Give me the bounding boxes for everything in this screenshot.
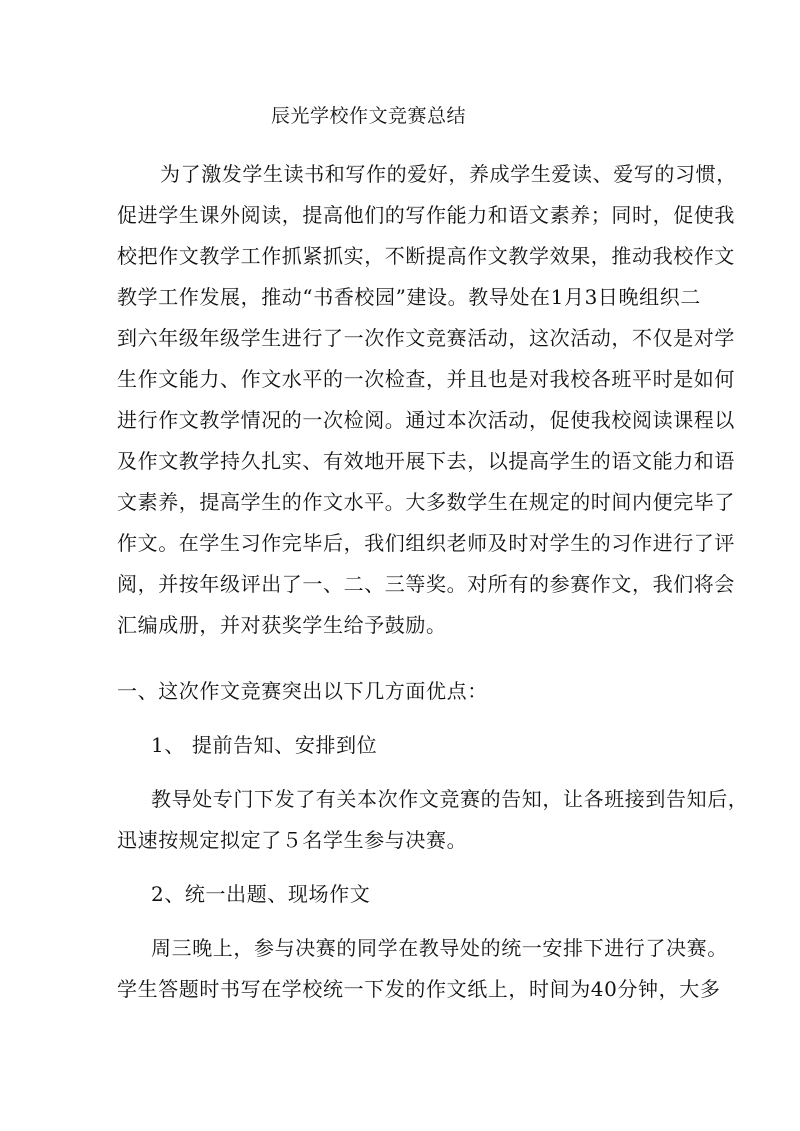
paragraph-line: 阅，并按年级评出了一、二、三等奖。对所有的参赛作文，我们将会 xyxy=(117,572,735,596)
paragraph-line: 及作文教学持久扎实、有效地开展下去，以提高学生的语文能力和语 xyxy=(117,449,735,473)
paragraph-line: 生作文能力、作文水平的一次检查，并且也是对我校各班平时是如何 xyxy=(117,367,735,391)
subsection-heading: 1、 提前告知、安排到位 xyxy=(151,733,378,757)
paragraph-line: 文素养，提高学生的作文水平。大多数学生在规定的时间内便完毕了 xyxy=(117,490,735,514)
paragraph-line: 迅速按规定拟定了５名学生参与决赛。 xyxy=(117,828,468,852)
paragraph-line: 促进学生课外阅读，提高他们的写作能力和语文素养；同时，促使我 xyxy=(117,203,735,227)
paragraph-line: 汇编成册，并对获奖学生给予鼓励。 xyxy=(117,613,447,637)
paragraph-line: 教学工作发展，推动“书香校园”建设。教导处在1月3日晚组织二 xyxy=(117,285,701,309)
subsection-heading: 2、统一出题、现场作文 xyxy=(151,882,371,906)
paragraph-line: 到六年级年级学生进行了一次作文竞赛活动，这次活动，不仅是对学 xyxy=(117,326,735,350)
paragraph-line: 教导处专门下发了有关本次作文竞赛的告知，让各班接到告知后， xyxy=(151,787,749,811)
paragraph-line: 周三晚上，参与决赛的同学在教导处的统一安排下进行了决赛。 xyxy=(151,936,728,960)
document-title: 辰光学校作文竞赛总结 xyxy=(271,105,467,127)
paragraph-line: 为了激发学生读书和写作的爱好，养成学生爱读、爱写的习惯， xyxy=(160,162,737,186)
paragraph-line: 校把作文教学工作抓紧抓实，不断提高作文教学效果，推动我校作文 xyxy=(117,244,735,268)
paragraph-line: 学生答题时书写在学校统一下发的作文纸上，时间为40分钟，大多 xyxy=(117,977,721,1001)
section-heading: 一、这次作文竞赛突出以下几方面优点： xyxy=(117,679,488,703)
paragraph-line: 进行作文教学情况的一次检阅。通过本次活动，促使我校阅读课程以 xyxy=(117,408,735,432)
paragraph-line: 作文。在学生习作完毕后，我们组织老师及时对学生的习作进行了评 xyxy=(117,531,735,555)
